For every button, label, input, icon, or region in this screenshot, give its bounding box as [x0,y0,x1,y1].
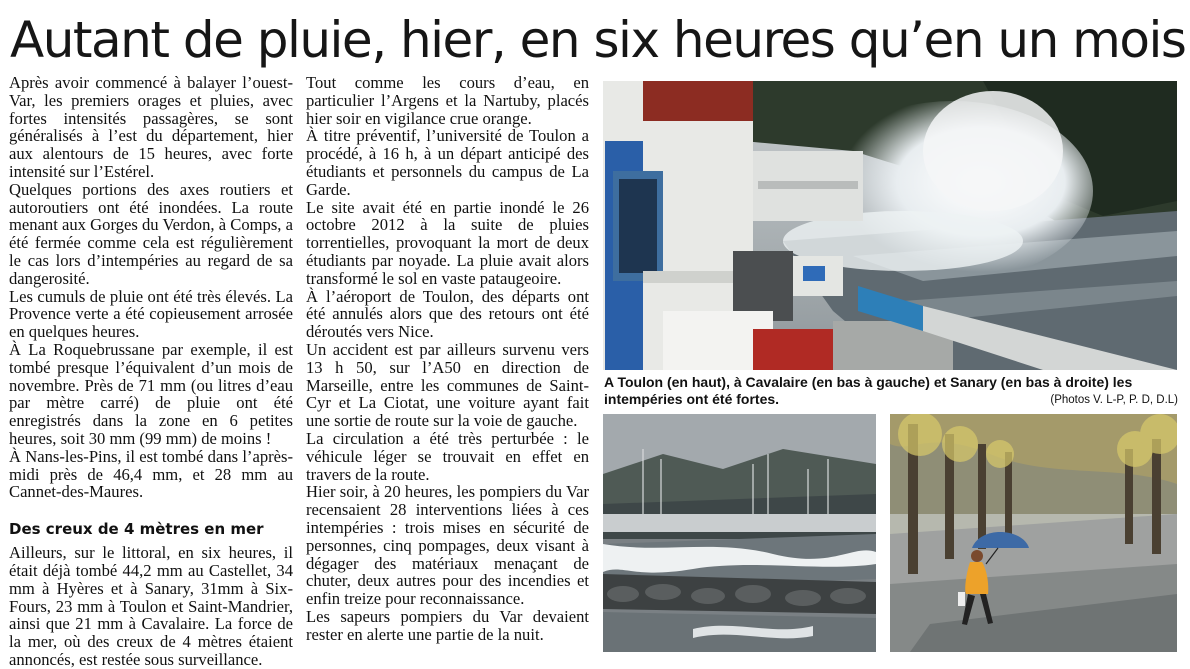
paragraph: Un accident est par ailleurs survenu vers 13 h 50, sur l’A50 en direction de Marseille, entre les communes de Saint-Cyr et La Ciotat, une voiture ayant fait une sortie de route sur la voie de gauche. [306,339,589,431]
photo-toulon-wave-image [603,81,1177,370]
photo-sanary-promenade-image [890,414,1177,652]
paragraph: À La Roquebrussane par exemple, il est tombé presque l’équivalent d’un mois de novembre. Près de 71 mm (ou litres d’eau par mètre carré) de pluie ont été enregistrés dans la zone en 6 petites heures, soit 30 mm (99 mm) de moins ! [9,339,293,448]
paragraph: La circulation a été très perturbée : le véhicule léger se trouvait en effet en travers de la route. [306,428,589,484]
photo-cavalaire-harbour [603,414,876,652]
paragraph: Les cumuls de pluie ont été très élevés. La Provence verte a été copieusement arrosée en quelques heures. [9,286,293,342]
photo-cavalaire-harbour-image [603,414,876,652]
paragraph: Les sapeurs pompiers du Var devaient rester en alerte une partie de la nuit. [306,606,589,644]
paragraph: À titre préventif, l’université de Toulon a procédé, à 16 h, à un départ anticipé des étudiants et personnels du campus de La Garde. [306,126,589,199]
paragraph: Hier soir, à 20 heures, les pompiers du Var recensaient 28 interventions liées à ces intempéries : trois mises en sécurité de personnes, cinq pompages, deux visant à dégager des matériaux menaçant de chuter, deux autres pour des incendies et enfin treize pour reconnaissance. [306,482,589,609]
paragraph: Tout comme les cours d’eau, en particulier l’Argens et la Nartuby, placés hier soir en vigilance crue orange. [306,73,589,128]
photo-caption: A Toulon (en haut), à Cavalaire (en bas à gauche) et Sanary (en bas à droite) les intempéries ont été fortes. [604,374,1133,407]
paragraph: Après avoir commencé à balayer l’ouest-Var, les premiers orages et pluies, avec fortes intensités passagères, se sont généralisés à l’est du département, hier aux alentours de 15 heures, avec forte intensité sur l’Estérel. [9,73,293,181]
photo-credit: (Photos V. L-P, P. D, D.L) [1050,394,1178,406]
photo-toulon-wave [603,81,1177,370]
subheading: Des creux de 4 mètres en mer [9,520,264,539]
paragraph: Quelques portions des axes routiers et autoroutiers ont été inondées. La route menant aux Gorges du Verdon, à Comps, a été fermée comme cela est régulièrement le cas lors d’intempéries au regard de sa dangerosité. [9,179,293,288]
paragraph: À Nans-les-Pins, il est tombé dans l’après-midi près de 46,4 mm, et 28 mm au Cannet-des-Maures. [9,446,293,502]
headline: Autant de pluie, hier, en six heures qu’en un mois [10,11,1186,69]
paragraph: Ailleurs, sur le littoral, en six heures, il était déjà tombé 44,2 mm au Castellet, 34 mm à Hyères et à Sanary, 31mm à Six-Fours, 23 mm à Toulon et Saint-Mandrier, ainsi que 21 mm à Cavalaire. La force de la mer, où des creux de 4 mètres étaient annoncés, est restée sous surveillance. [9,543,293,669]
paragraph: Le site avait été en partie inondé le 26 octobre 2012 à la suite de pluies torrentielles, provoquant la mort de deux étudiants par noyade. La pluie avait alors transformé le sol en vaste pataugeoire. [306,197,589,288]
paragraph: À l’aéroport de Toulon, des départs ont été annulés alors que des retours ont été déroutés vers Nice. [306,286,589,342]
photo-sanary-promenade [890,414,1177,652]
article-column-1 [9,74,293,669]
article-column-2 [306,74,589,644]
